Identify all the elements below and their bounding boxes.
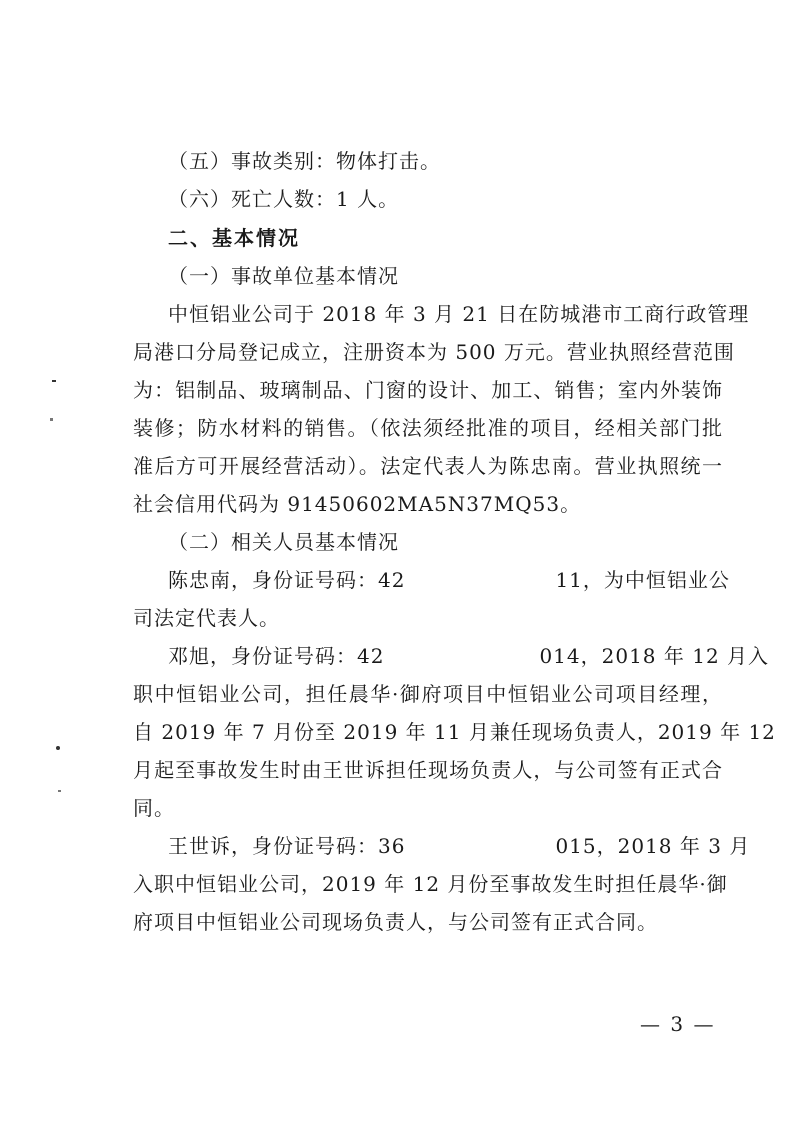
death-count-line: （六）死亡人数：1 人。 <box>168 187 400 211</box>
page-number: — 3 — <box>640 1012 716 1036</box>
paragraph-line: 月起至事故发生时由王世诉担任现场负责人，与公司签有正式合 <box>133 758 723 782</box>
id-prefix: 邓旭，身份证号码：42 <box>168 644 385 668</box>
paragraph-line: 准后方可开展经营活动）。法定代表人为陈忠南。营业执照统一 <box>133 454 723 478</box>
paragraph-line <box>168 642 770 670</box>
paragraph-line: 入职中恒铝业公司，2019 年 12 月份至事故发生时担任晨华·御 <box>133 872 728 896</box>
paragraph-line: 职中恒铝业公司，担任晨华·御府项目中恒铝业公司项目经理， <box>133 682 723 706</box>
paragraph-line: 同。 <box>133 796 175 820</box>
paragraph-line: 社会信用代码为 91450602MA5N37MQ53。 <box>133 492 582 516</box>
section-heading: 二、基本情况 <box>168 226 300 250</box>
subsection-heading: （二）相关人员基本情况 <box>168 530 399 554</box>
subsection-heading: （一）事故单位基本情况 <box>168 264 399 288</box>
paragraph-line: 为：铝制品、玻璃制品、门窗的设计、加工、销售；室内外装饰 <box>133 378 723 402</box>
paragraph-line: 司法定代表人。 <box>133 606 280 630</box>
scan-speck <box>58 790 61 792</box>
paragraph-line <box>168 566 728 594</box>
id-suffix: 014，2018 年 12 月入 <box>539 644 770 668</box>
paragraph-line: 局港口分局登记成立，注册资本为 500 万元。营业执照经营范围 <box>133 340 735 364</box>
id-prefix: 陈忠南，身份证号码：42 <box>168 568 406 592</box>
paragraph-line: 府项目中恒铝业公司现场负责人，与公司签有正式合同。 <box>133 910 658 934</box>
id-prefix: 王世诉，身份证号码：36 <box>168 834 406 858</box>
id-suffix: 11，为中恒铝业公 <box>555 568 730 592</box>
scan-speck <box>50 418 53 421</box>
id-suffix: 015，2018 年 3 月 <box>555 834 751 858</box>
accident-category-line: （五）事故类别：物体打击。 <box>168 149 441 173</box>
paragraph-line: 自 2019 年 7 月份至 2019 年 11 月兼任现场负责人，2019 年 12 <box>133 720 776 744</box>
scan-speck <box>52 380 56 382</box>
paragraph-line <box>168 832 751 860</box>
paragraph-line: 中恒铝业公司于 2018 年 3 月 21 日在防城港市工商行政管理 <box>168 302 750 326</box>
scan-speck <box>56 746 60 750</box>
paragraph-line: 装修；防水材料的销售。（依法须经批准的项目，经相关部门批 <box>133 416 723 440</box>
